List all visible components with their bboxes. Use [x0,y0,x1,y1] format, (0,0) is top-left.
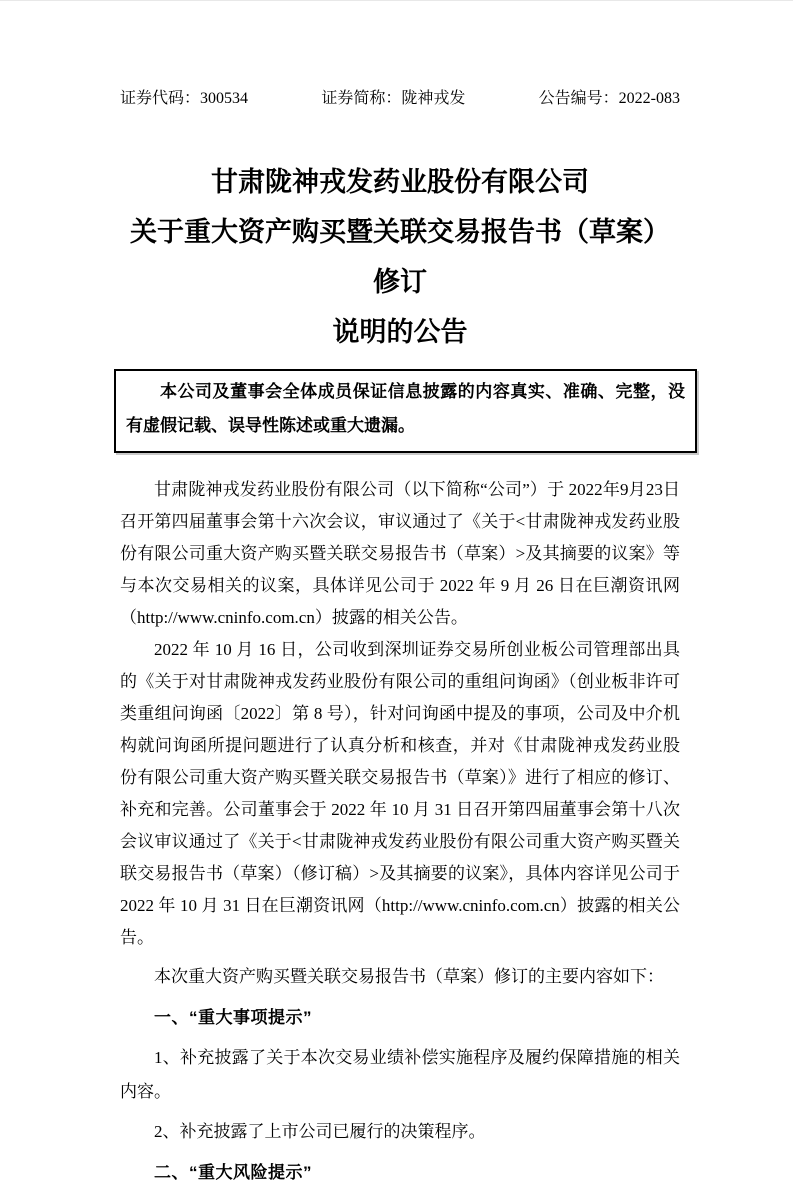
list-item-1: 1、补充披露了关于本次交易业绩补偿实施程序及履约保障措施的相关内容。 [120,1048,680,1101]
page-title [120,157,680,357]
paragraph-revision-intro: 本次重大资产购买暨关联交易报告书（草案）修订的主要内容如下： [154,967,664,986]
disclosure-notice-box [114,369,697,453]
title-line-2: 关于重大资产购买暨关联交易报告书（草案）修订 [130,217,670,297]
title-line-1: 甘肃陇神戎发药业股份有限公司 [211,167,589,197]
stock-code: 证券代码：300534 [120,90,249,107]
document-header [120,89,680,109]
document-body [120,474,680,1190]
section-heading-major-risks: 二、“重大风险提示” [154,1163,312,1182]
list-item-2: 2、补充披露了上市公司已履行的决策程序。 [154,1122,486,1141]
section-heading-major-matters: 一、“重大事项提示” [154,1008,312,1027]
disclosure-notice-text: 本公司及董事会全体成员保证信息披露的内容真实、准确、完整，没有虚假记载、误导性陈述或重大遗漏。 [126,382,685,435]
paragraph-inquiry-letter: 2022 年 10 月 16 日，公司收到深圳证券交易所创业板公司管理部出具的《关于对甘肃陇神戎发药业股份有限公司的重组问询函》（创业板非许可类重组问询函〔2022〕第 8 号），针对问询函中提及的事项，公司及中介机构就问询函所提问题进行了认真分析和核查，并对《甘肃陇神戎发药业股份有限公司重大资产购买暨关联交易报告书（草案）》进行了相应的修订、补充和完善。公司董事会于 2022 年 10 月 31 日召开第四届董事会第十八次会议审议通过了《关于<甘肃陇神戎发药业股份有限公司重大资产购买暨关联交易报告书（草案）（修订稿）>及其摘要的议案》，具体内容详见公司于 2022 年 10 月 31 日在巨潮资讯网（http://www.cninfo.com.cn）披露的相关公告。 [120,640,680,947]
paragraph-board-meeting: 甘肃陇神戎发药业股份有限公司（以下简称“公司”）于 2022年9月23日召开第四届董事会第十六次会议，审议通过了《关于<甘肃陇神戎发药业股份有限公司重大资产购买暨关联交易报告书（草案）>及其摘要的议案》等与本次交易相关的议案，具体详见公司于 2022 年 9 月 26 日在巨潮资讯网（http://www.cninfo.com.cn）披露的相关公告。 [120,480,680,627]
document-content [120,1,685,1190]
title-line-3: 说明的公告 [332,317,468,347]
announcement-number: 公告编号：2022-083 [538,90,680,107]
stock-short-name: 证券简称：陇神戎发 [321,90,466,107]
